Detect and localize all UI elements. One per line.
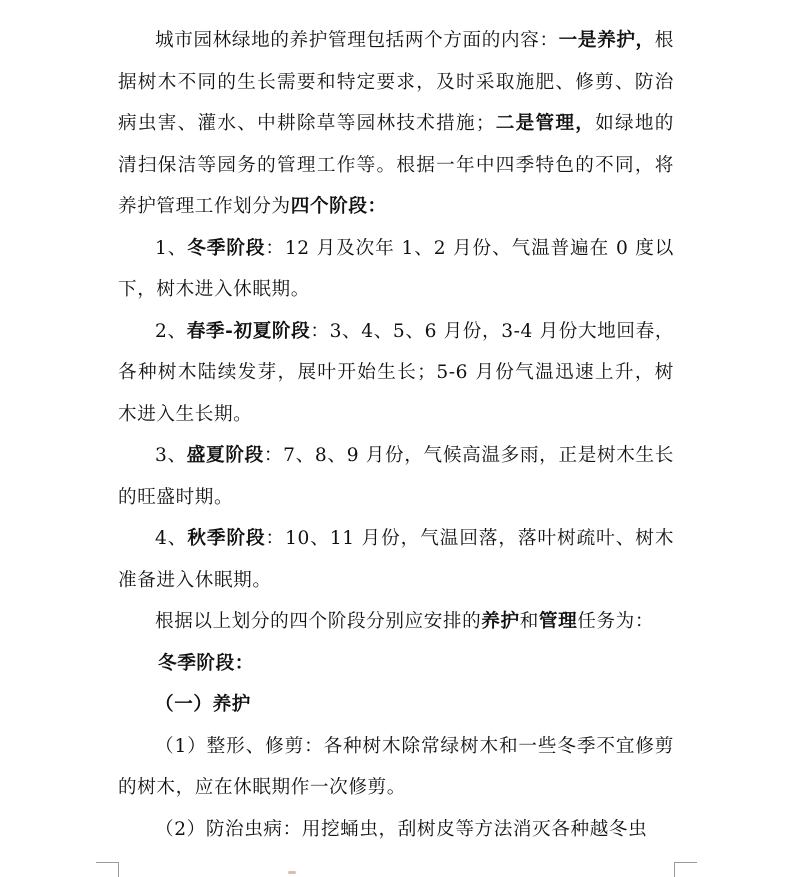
- text-run: 城市园林绿地的养护管理包括两个方面的内容：: [155, 30, 559, 51]
- paragraph-stage-autumn: [118, 518, 674, 601]
- text-run: 4、: [155, 528, 188, 549]
- bold-text: 管理: [538, 611, 578, 632]
- text-run: ：7、8、9 月份，气候高温多雨，正是树木生长的旺盛时期。: [118, 445, 674, 508]
- bold-text: 冬季阶段：: [158, 652, 254, 674]
- bold-text: 四个阶段：: [290, 196, 387, 217]
- bold-text: 春季-初夏阶段: [186, 320, 311, 342]
- paragraph-pest-control: [118, 809, 674, 851]
- bold-text: 二是管理，: [495, 113, 596, 134]
- crop-mark-right: [674, 862, 697, 877]
- text-run: ：10、11 月份，气温回落，落叶树疏叶、树木准备进入休眠期。: [118, 528, 675, 591]
- text-run: 3、: [155, 445, 187, 466]
- text-run: 和: [519, 611, 539, 632]
- text-run: ：3、4、5、6 月份，3-4 月份大地回春，各种树木陆续发芽，展叶开始生长；5-6 月份气温迅速上升，树木进入生长期。: [118, 320, 675, 425]
- bold-text: 养护: [481, 611, 520, 632]
- bold-text: 一是养护，: [558, 30, 655, 51]
- footer-mark: [288, 871, 296, 874]
- document-body: [118, 20, 674, 850]
- text-run: 如绿地的清扫保洁等园务的管理工作等。根据一年中四季特色的不同，将养护管理工作划分为: [118, 113, 674, 217]
- paragraph-stage-summer: [118, 435, 674, 518]
- bold-text: 冬季阶段: [187, 237, 266, 259]
- text-run: ：12 月及次年 1、2 月份、气温普遍在 0 度以下，树木进入休眠期。: [118, 237, 674, 300]
- paragraph-intro: [118, 20, 674, 228]
- text-run: 1、: [155, 237, 188, 259]
- crop-mark-left: [96, 862, 119, 877]
- section-heading-winter: [118, 643, 674, 685]
- text-run: 根据树木不同的生长需要和特定要求，及时采取施肥、修剪、防治病虫害、灌水、中耕除草等园林技术措施；: [118, 30, 674, 134]
- text-run: 根据以上划分的四个阶段分别应安排的: [155, 611, 482, 632]
- text-run: （2）防治虫病：用挖蛹虫，刮树皮等方法消灭各种越冬虫: [155, 818, 648, 840]
- subsection-heading-maintenance: [118, 684, 674, 726]
- paragraph-pruning: [118, 726, 674, 809]
- paragraph-tasks-intro: [118, 601, 674, 643]
- text-run: 2、: [155, 320, 187, 342]
- paragraph-stage-winter: [118, 228, 674, 311]
- bold-text: （一）养护: [155, 694, 251, 715]
- text-run: 任务为：: [577, 611, 655, 632]
- bold-text: 盛夏阶段: [186, 445, 264, 466]
- paragraph-stage-spring: [118, 311, 674, 436]
- text-run: （1）整形、修剪：各种树木除常绿树木和一些冬季不宜修剪的树木，应在休眠期作一次修剪。: [118, 735, 674, 798]
- bold-text: 秋季阶段: [187, 528, 266, 549]
